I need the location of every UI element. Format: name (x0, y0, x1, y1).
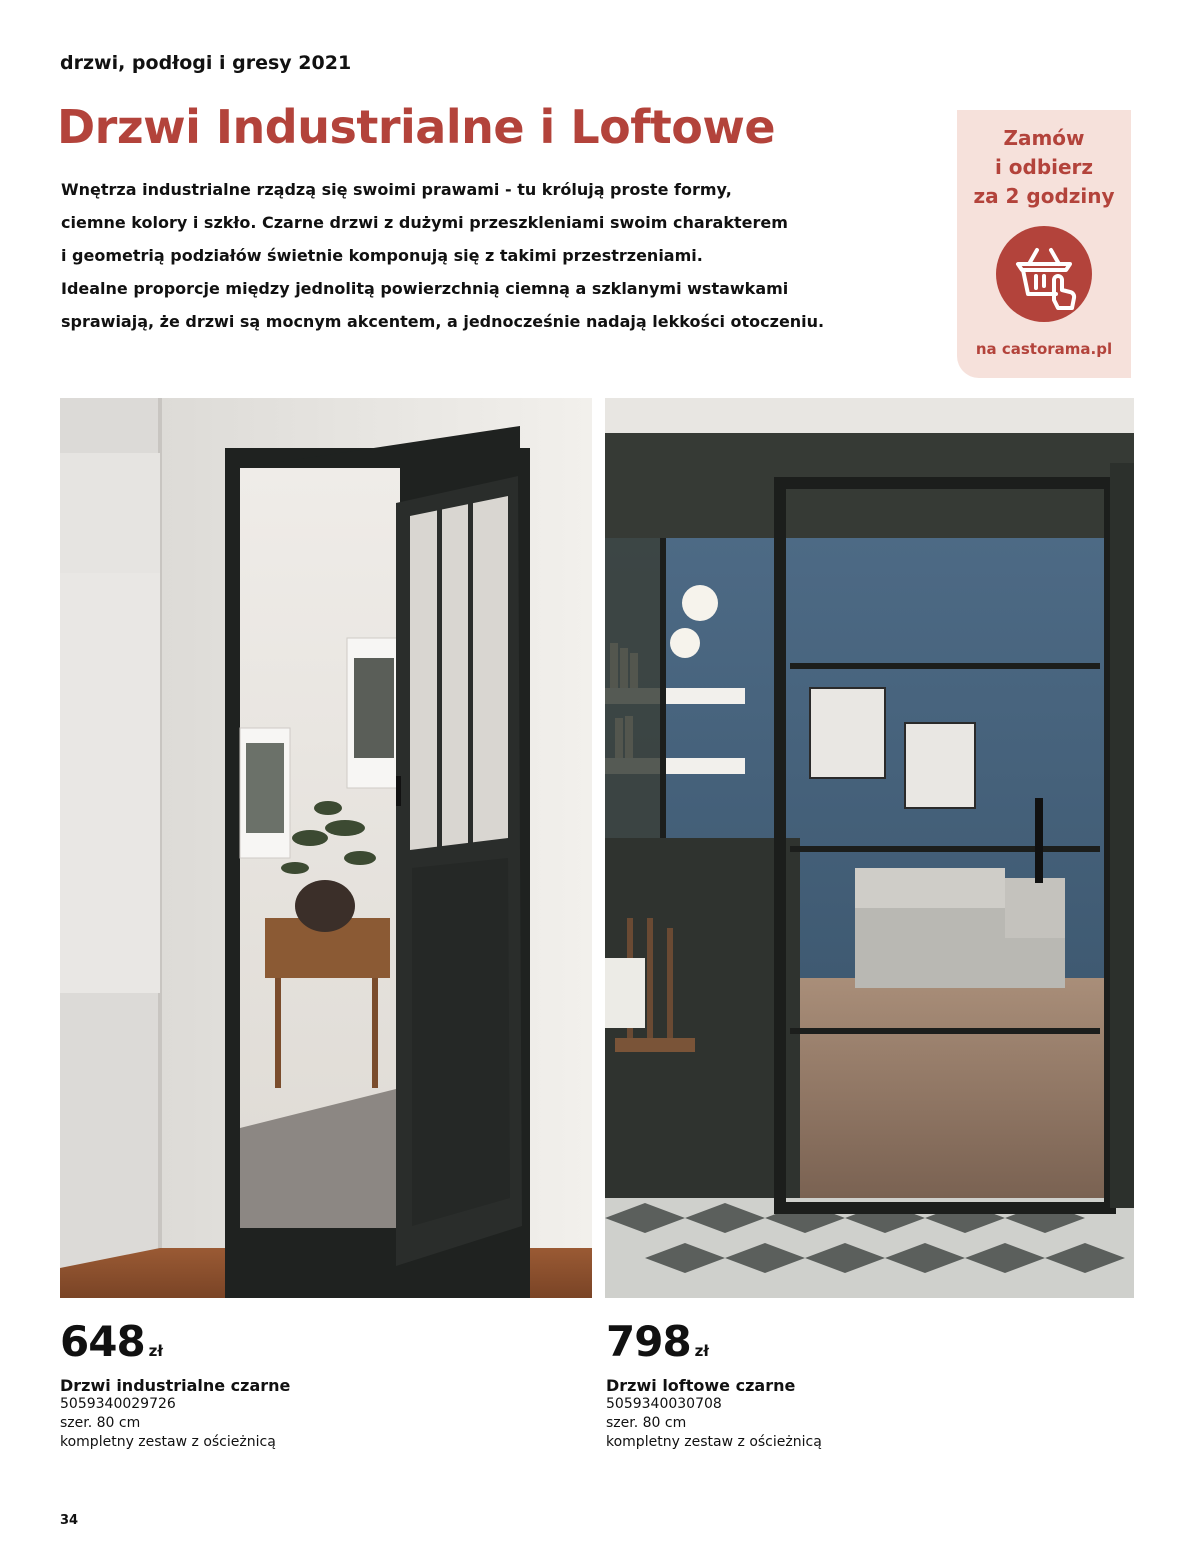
price-row (606, 1318, 1026, 1366)
intro-line: ciemne kolory i szkło. Czarne drzwi z dużymi przeszkleniami swoim charakterem (61, 213, 788, 232)
intro-paragraph (61, 173, 861, 338)
product-code: 5059340029726 (60, 1396, 176, 1412)
click-and-collect-promo[interactable] (957, 110, 1131, 378)
price-currency: zł (148, 1342, 163, 1360)
shopping-basket-hand-icon (996, 226, 1092, 322)
price-currency: zł (694, 1342, 709, 1360)
page-number: 34 (60, 1513, 79, 1528)
product-note: kompletny zestaw z ościeżnicą (606, 1434, 822, 1450)
product-loft-door[interactable] (606, 1318, 1026, 1452)
product-note: kompletny zestaw z ościeżnicą (60, 1434, 276, 1450)
promo-line: i odbierz (994, 155, 1094, 179)
product-name: Drzwi loftowe czarne (606, 1376, 796, 1395)
price-row (60, 1318, 480, 1366)
intro-line: sprawiają, że drzwi są mocnym akcentem, a jednocześnie nadają lekkości otoczeniu. (61, 312, 825, 331)
promo-website-link[interactable]: na castorama.pl (975, 340, 1113, 358)
promo-text (957, 124, 1131, 211)
loft-door-photo (605, 398, 1134, 1298)
price-value: 648 (60, 1317, 145, 1366)
promo-line: za 2 godziny (973, 184, 1115, 208)
intro-line: Wnętrza industrialne rządzą się swoimi prawami - tu królują proste formy, (61, 180, 732, 199)
product-code: 5059340030708 (606, 1396, 722, 1412)
product-size: szer. 80 cm (606, 1415, 687, 1431)
page-title: Drzwi Industrialne i Loftowe (57, 100, 776, 154)
product-size: szer. 80 cm (60, 1415, 141, 1431)
intro-line: Idealne proporcje między jednolitą powierzchnią ciemną a szklanymi wstawkami (61, 279, 789, 298)
product-industrial-door[interactable] (60, 1318, 480, 1452)
intro-line: i geometrią podziałów świetnie komponują się z takimi przestrzeniami. (61, 246, 703, 265)
product-name: Drzwi industrialne czarne (60, 1376, 291, 1395)
promo-line: Zamów (1003, 126, 1085, 150)
catalog-section-label: drzwi, podłogi i gresy 2021 (60, 52, 352, 74)
price-value: 798 (606, 1317, 691, 1366)
industrial-door-photo (60, 398, 592, 1298)
